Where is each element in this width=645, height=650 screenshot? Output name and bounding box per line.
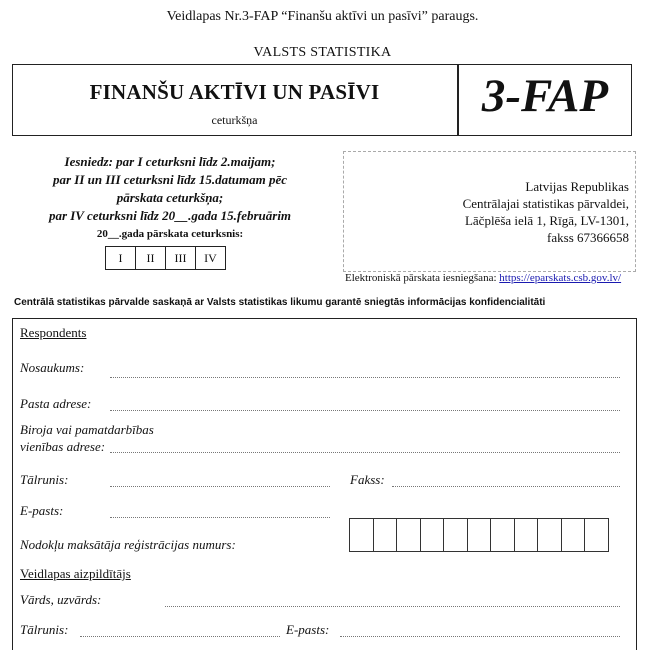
email-label: E-pasts: [20,503,64,518]
electronic-submission [345,272,621,284]
office-address-label-line-1: Biroja vai pamatdarbības [20,422,154,437]
digit-cell[interactable] [396,518,421,552]
form-caption: Veidlapas Nr.3-FAP “Finanšu aktīvi un pasīvi” paraugs. [166,9,479,24]
address-line-3: Lāčplēša ielā 1, Rīgā, LV-1301, [464,213,629,228]
form-title: FINANŠU AKTĪVI UN PASĪVI [89,80,380,104]
deadline-line-2: par II un III ceturksni līdz 15.datumam pēc [52,172,288,187]
phone-field[interactable] [110,486,330,487]
form-code: 3-FAP [481,70,609,122]
filler-name-field[interactable] [165,606,620,607]
fax-label: Fakss: [350,472,385,487]
taxpayer-number-label: Nodokļu maksātāja reģistrācijas numurs: [20,537,236,552]
quarter-option-iv[interactable]: IV [195,246,226,270]
submission-deadlines [20,153,320,225]
address-line-2: Centrālajai statistikas pārvaldei, [462,196,629,211]
digit-cell[interactable] [349,518,374,552]
digit-cell[interactable] [514,518,539,552]
period-label: 20__.gada pārskata ceturksnis: [96,228,244,240]
quarter-selector [106,246,226,270]
quarter-option-i[interactable]: I [105,246,136,270]
digit-cell[interactable] [420,518,445,552]
taxpayer-number-grid[interactable] [350,518,620,552]
deadline-line-1: Iesniedz: par I ceturksni līdz 2.maijam; [64,154,276,169]
filler-email-label: E-pasts: [286,622,330,637]
postal-address-label: Pasta adrese: [20,396,92,411]
respondent-section-title: Respondents [20,325,87,340]
agency-label: VALSTS STATISTIKA [253,45,392,60]
form-subtitle: ceturkšņa [211,113,258,127]
postal-address-field[interactable] [110,410,620,411]
digit-cell[interactable] [443,518,468,552]
confidentiality-notice: Centrālā statistikas pārvalde saskaņā ar Valsts statistikas likumu garantē sniegtās informācijas konfidencialitāti [14,297,546,308]
quarter-option-ii[interactable]: II [135,246,166,270]
digit-cell[interactable] [467,518,492,552]
filler-email-field[interactable] [340,636,620,637]
deadline-line-3: pārskata ceturkšņa; [116,190,224,205]
respondent-box [12,318,637,650]
digit-cell[interactable] [584,518,609,552]
phone-label: Tālrunis: [20,472,69,487]
electronic-label: Elektroniskā pārskata iesniegšana: [345,272,497,284]
email-field[interactable] [110,517,330,518]
quarter-option-iii[interactable]: III [165,246,196,270]
name-field[interactable] [110,377,620,378]
office-address-label-line-2: vienības adrese: [20,439,106,454]
name-label: Nosaukums: [20,360,85,375]
digit-cell[interactable] [561,518,586,552]
digit-cell[interactable] [490,518,515,552]
address-line-1: Latvijas Republikas [525,179,629,194]
digit-cell[interactable] [537,518,562,552]
filler-phone-field[interactable] [80,636,280,637]
digit-cell[interactable] [373,518,398,552]
filler-section-title: Veidlapas aizpildītājs [20,566,131,581]
address-line-4: fakss 67366658 [547,230,629,245]
filler-name-label: Vārds, uzvārds: [20,592,102,607]
office-address-field[interactable] [110,452,620,453]
electronic-link[interactable]: https://eparskats.csb.gov.lv/ [499,272,622,284]
recipient-address [343,178,629,246]
filler-phone-label: Tālrunis: [20,622,69,637]
deadline-line-4: par IV ceturksni līdz 20__.gada 15.februārim [48,208,292,223]
fax-field[interactable] [392,486,620,487]
